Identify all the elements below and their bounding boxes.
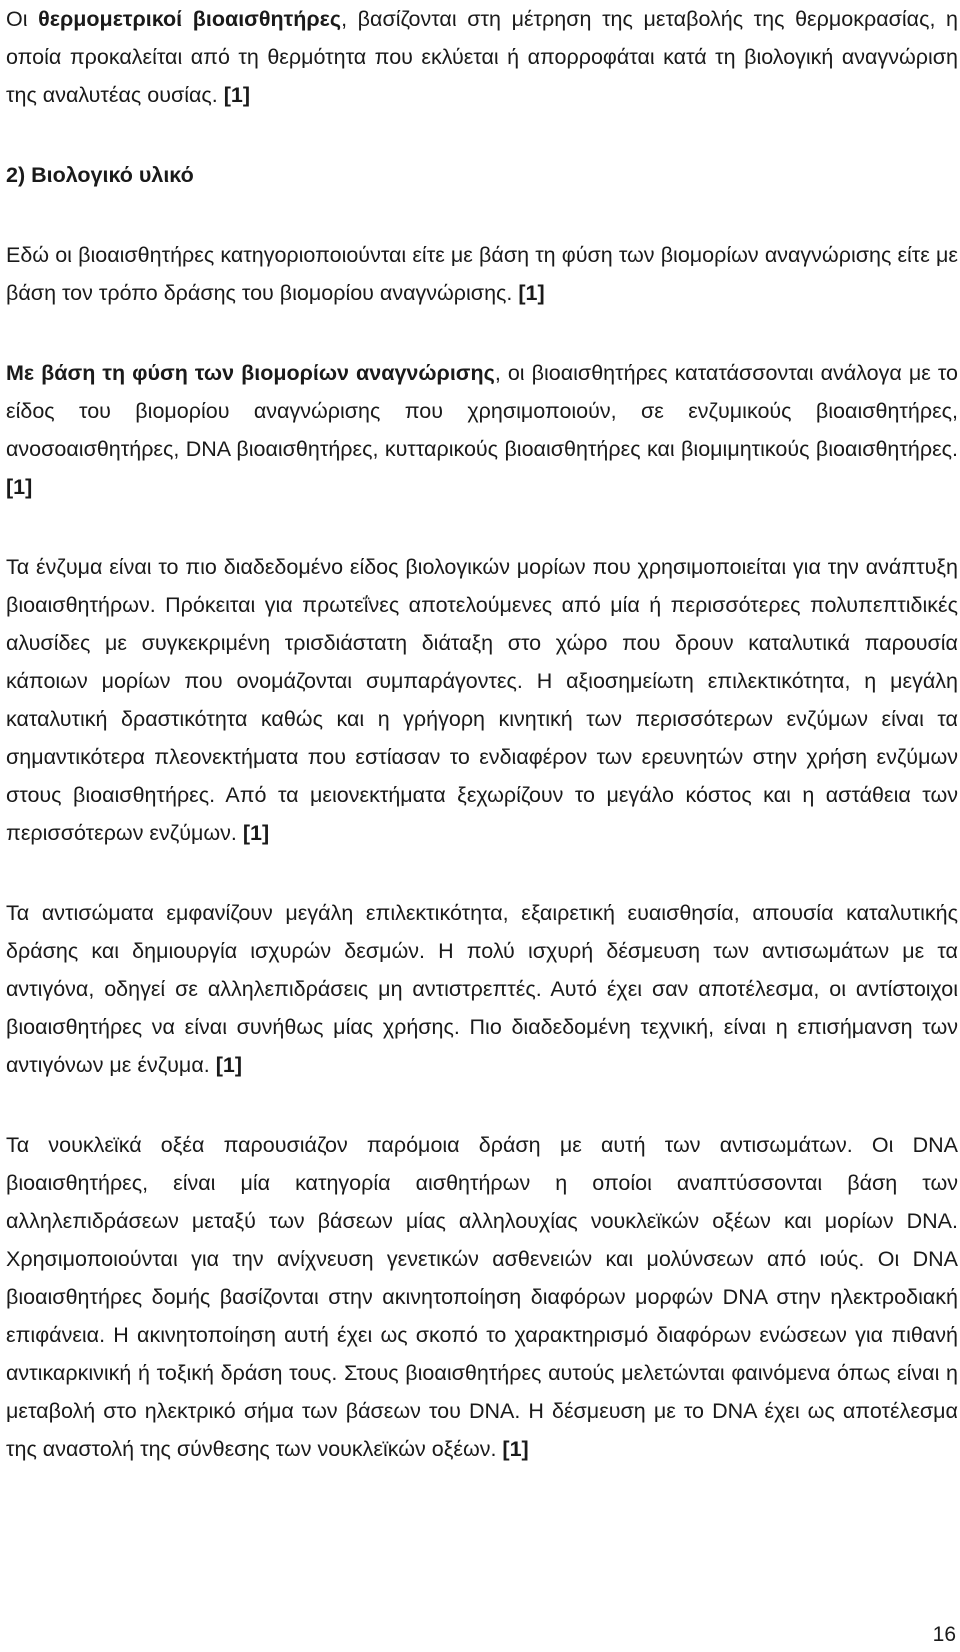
paragraph-text: Τα νουκλεϊκά οξέα παρουσιάζον παρόμοια δράση με αυτή των αντισωμάτων. Οι DNA βιοαισθητήρες, είναι μία κατηγορία αισθητήρων η οποίοι αναπτύσσονται βάση των αλληλεπιδράσεων μεταξύ των βάσεων μίας αλληλουχίας νουκλεϊκών οξέων και μορίων DNA. Χρησιμοποιούνται για την ανίχνευση γενετικών ασθενειών και μολύνσεων από ιούς. Οι DNA βιοαισθητήρες δομής βασίζονται στην ακινητοποίηση διαφόρων μορφών DNA στην ηλεκτροδιακή επιφάνεια. Η ακινητοποίηση αυτή έχει ως σκοπό το χαρακτηρισμό διαφόρων ενώσεων για πιθανή αντικαρκινική ή τοξική δράση τους. Στους βιοαισθητήρες αυτούς μελετώνται φαινόμενα όπως είναι η μεταβολή στο ηλεκτρικό σήμα των βάσεων του DNA. Η δέσμευση με το DNA έχει ως αποτέλεσμα της αναστολή της σύνθεσης των νουκλεϊκών οξέων.	[6, 1133, 958, 1461]
citation-ref: [1]	[6, 475, 33, 499]
paragraph-nucleic-acids	[6, 1126, 958, 1468]
paragraph-prefix: Οι	[6, 7, 39, 31]
paragraph-thermometric	[6, 0, 958, 114]
paragraph-nature-of-biomolecules	[6, 354, 958, 506]
paragraph-text: Τα αντισώματα εμφανίζουν μεγάλη επιλεκτικότητα, εξαιρετική ευαισθησία, απουσία καταλυτικής δράσης και δημιουργία ισχυρών δεσμών. Η πολύ ισχυρή δέσμευση των αντισωμάτων με τα αντιγόνα, οδηγεί σε αλληλεπιδράσεις μη αντιστρεπτές. Αυτό έχει σαν αποτέλεσμα, οι αντίστοιχοι βιοαισθητήρες να είναι συνήθως μίας χρήσης. Πιο διαδεδομένη τεχνική, είναι η επισήμανση των αντιγόνων με ένζυμα.	[6, 901, 958, 1077]
section-heading: 2) Βιολογικό υλικό	[6, 163, 194, 187]
citation-ref: [1]	[215, 1053, 242, 1077]
paragraph-text: Εδώ οι βιοαισθητήρες κατηγοριοποιούνται είτε με βάση τη φύση των βιομορίων αναγνώρισης είτε με βάση τον τρόπο δράσης του βιομορίου αναγνώρισης.	[6, 243, 958, 305]
citation-ref: [1]	[223, 83, 251, 107]
paragraph-text: , βασίζονται στη μέτρηση της μεταβολής της θερμοκρασίας, η οποία προκαλείται από τη θερμότητα που εκλύεται ή απορροφάται κατά τη βιολογική αναγνώριση της αναλυτέας ουσίας.	[6, 7, 959, 107]
paragraph-antibodies	[6, 894, 958, 1084]
paragraph-enzymes	[6, 548, 958, 852]
bold-term: Με βάση τη φύση των βιομορίων αναγνώρισης	[6, 361, 495, 385]
document-page	[6, 0, 958, 1468]
citation-ref: [1]	[518, 281, 545, 305]
bold-term: θερμομετρικοί βιοαισθητήρες	[38, 7, 342, 31]
paragraph-text: , οι βιοαισθητήρες κατατάσσονται ανάλογα με το είδος του βιομορίου αναγνώρισης που χρησιμοποιούν, σε ενζυμικούς βιοαισθητήρες, ανοσοαισθητήρες, DNA βιοαισθητήρες, κυτταρικούς βιοαισθητήρες και βιομιμητικούς βιοαισθητήρες.	[6, 361, 959, 461]
paragraph-categorization	[6, 236, 958, 312]
paragraph-text: Τα ένζυμα είναι το πιο διαδεδομένο είδος βιολογικών μορίων που χρησιμοποιείται για την ανάπτυξη βιοαισθητήρων. Πρόκειται για πρωτεΐνες αποτελούμενες από μία ή περισσότερες πολυπεπτιδικές αλυσίδες με συγκεκριμένη τρισδιάστατη διάταξη στο χώρο που δρουν καταλυτικά παρουσία κάποιων μορίων που ονομάζονται συμπαράγοντες. Η αξιοσημείωτη επιλεκτικότητα, η μεγάλη καταλυτική δραστικότητα καθώς και η γρήγορη κινητική των περισσότερων ενζύμων είναι τα σημαντικότερα πλεονεκτήματα που εστίασαν το ενδιαφέρον των ερευνητών στην χρήση ενζύμων στους βιοαισθητήρες. Από τα μειονεκτήματα ξεχωρίζουν το μεγάλο κόστος και η αστάθεια των περισσότερων ενζύμων.	[6, 555, 958, 845]
page-number: 16	[932, 1623, 956, 1646]
citation-ref: [1]	[242, 821, 270, 845]
citation-ref: [1]	[502, 1437, 529, 1461]
